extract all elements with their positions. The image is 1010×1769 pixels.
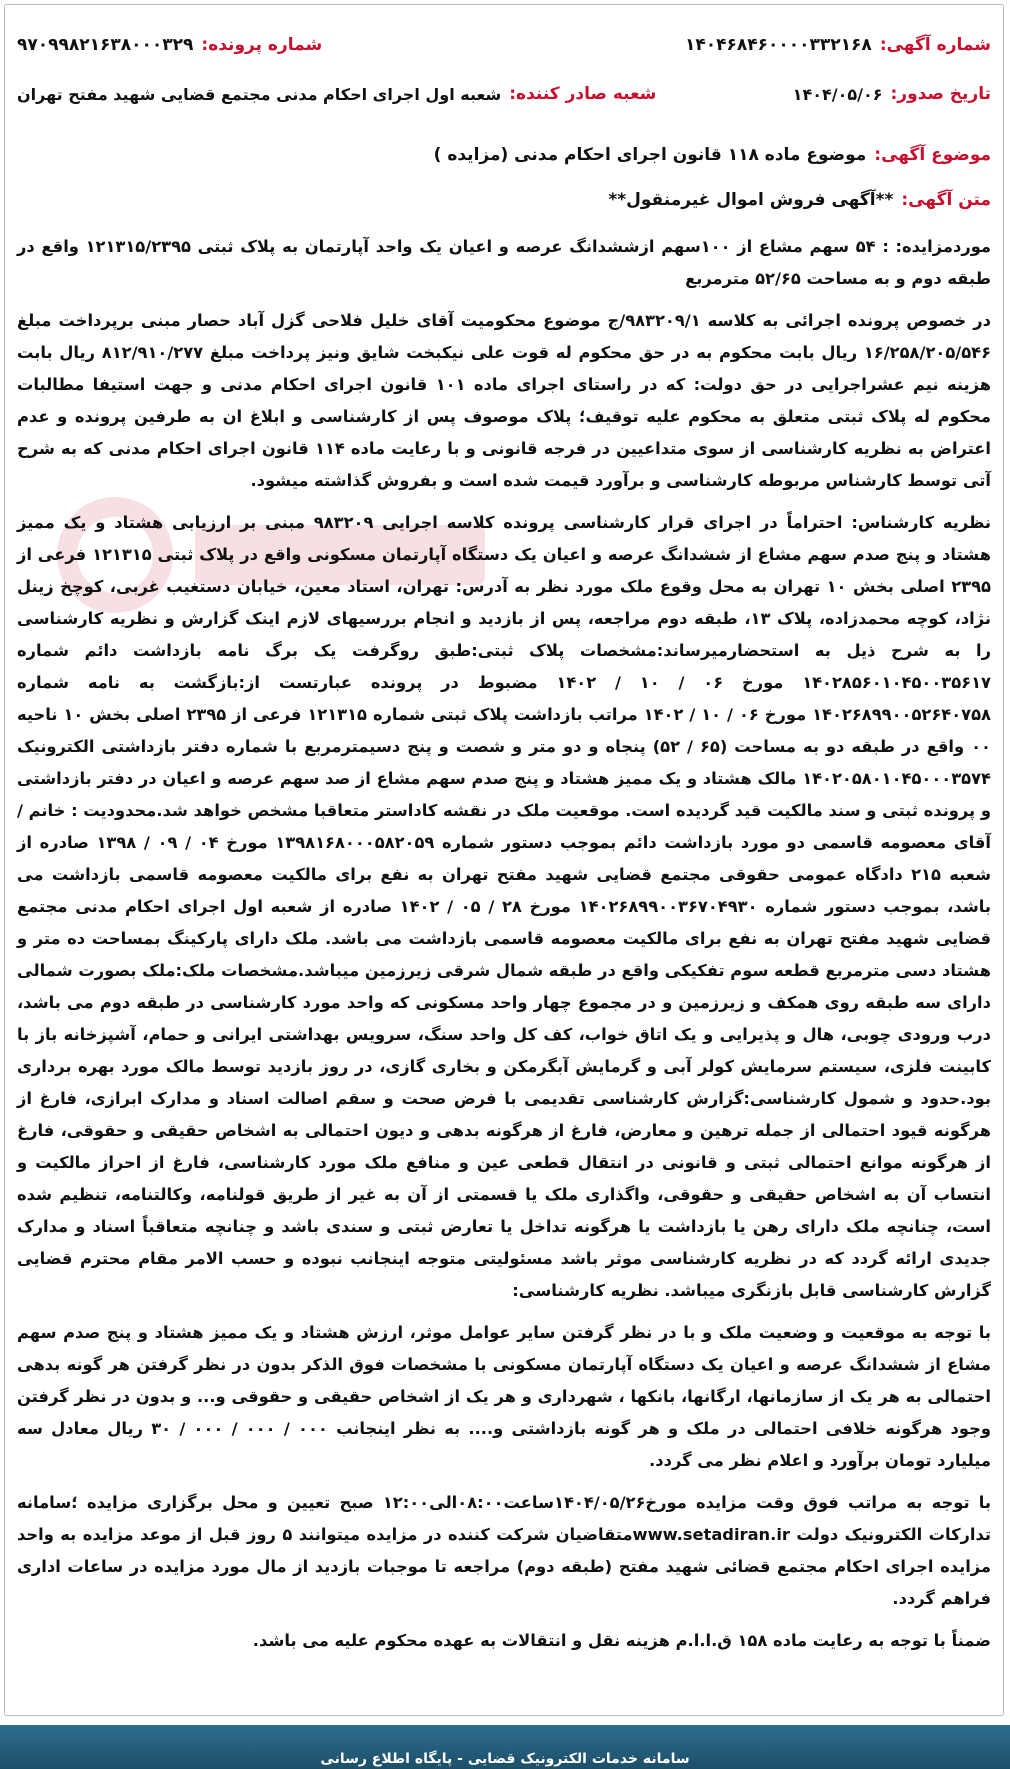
issue-date-value: ۱۴۰۴/۰۵/۰۶ <box>792 84 883 104</box>
ad-text-title <box>608 190 991 210</box>
ad-number-label: شماره آگهی: <box>879 35 991 55</box>
paragraph-expert-opinion: نظریه کارشناس: احتراماً در اجرای قرار کارشناسی پرونده کلاسه اجرایی ۹۸۳۲۰۹ مبنی بر ارزیابی هشتاد و یک ممیز هشتاد و پنج صدم سهم مشاع از ششدانگ عرصه و اعیان یک دستگاه آپارتمان مسکونی واقع در پلاک ثبتی ۱۲۱۳۱۵ فرعی از ۲۳۹۵ اصلی بخش ۱۰ تهران به محل وقوع ملک مورد نظر به آدرس: تهران، استاد معین، خیابان دستغیب غربی، کوچخ زینل نژاد، کوچه محمدزاده، پلاک ۱۳، طبقه دوم مراجعه، پس از بازدید و انجام بررسیهای لازم اینک گزارش و نظریه کارشناسی را به شرح ذیل به استحضارمیرساند:مشخصات پلاک ثبتی:طبق روگرفت یک برگ نامه بازداشت دائم شماره ۱۴۰۲۸۵۶۰۱۰۴۵۰۰۳۵۶۱۷ مورخ ۰۶ / ۱۰ / ۱۴۰۲ مضبوط در پرونده عبارتست از:بازگشت به نامه شماره ۱۴۰۲۶۸۹۹۰۰۵۲۶۴۰۷۵۸ مورخ ۰۶ / ۱۰ / ۱۴۰۲ مراتب بازداشت پلاک ثبتی شماره ۱۲۱۳۱۵ فرعی از ۲۳۹۵ اصلی بخش ۱۰ ناحیه ۰۰ واقع در طبقه دو به مساحت (۶۵ / ۵۲) پنجاه و دو متر و شصت و پنج دسیمترمربع با شماره دفتر بازداشتی الکترونیک ۱۴۰۲۰۵۸۰۱۰۴۵۰۰۰۳۵۷۴ مالک هشتاد و یک ممیز هشتاد و پنج صدم سهم مشاع از صد سهم عرصه و اعیان در دفتر بازداشتی و پرونده ثبتی و سند مالکیت قید گردیده است. موقعیت ملک در نقشه کاداستر متعاقبا مشخص خواهد شد.محدودیت : خانم / آقای معصومه قاسمی دو مورد بازداشت دائم بموجب دستور شماره ۱۳۹۸۱۶۸۰۰۰۵۸۲۰۵۹ مورخ ۰۴ / ۰۹ / ۱۳۹۸ صادره از شعبه ۲۱۵ دادگاه عمومی حقوقی مجتمع قضایی شهید مفتح تهران به نفع برای مالکیت معصومه قاسمی بازداشت می باشد، بموجب دستور شماره ۱۴۰۲۶۸۹۹۰۰۳۶۷۰۴۹۳۰ مورخ ۲۸ / ۰۵ / ۱۴۰۲ صادره از شعبه اول اجرای احکام مدنی مجتمع قضایی شهید مفتح تهران به نفع برای مالکیت معصومه قاسمی بازداشت می باشد. ملک دارای پارکینگ بمساحت ده متر و هشتاد دسی مترمربع قطعه سوم تفکیکی واقع در طبقه شمال شرقی زیرزمین میباشد.مشخصات ملک:ملک بصورت شمالی دارای سه طبقه روی همکف و زیرزمین و در مجموع چهار واحد مسکونی که واحد مورد کارشناسی در طبقه دوم می باشد، درب ورودی چوبی، هال و پذیرایی و یک اتاق خواب، کف کل واحد سنگ، سرویس بهداشتی ایرانی و حمام، آشپزخانه باز با کابینت فلزی، سیستم سرمایش کولر آبی و گرمایش آبگرمکن و بخاری گازی، در روز بازدید توسط مالک مورد بهره برداری بود.حدود و شمول کارشناسی:گزارش کارشناسی تقدیمی با فرض صحت و سقم اصالت اسناد و مدارک ابرازی، فارغ از هرگونه قیود احتمالی از جمله ترهین و معارض، فارغ از هرگونه بدهی و دیون احتمالی به اشخاص حقیقی و حقوقی، فارغ از هرگونه موانع احتمالی ثبتی و قانونی در انتقال قطعی عین و منافع ملک مورد کارشناسی، فارغ از احراز مالکیت و انتساب آن به اشخاص حقیقی و حقوقی، واگذاری ملک یا قسمتی از آن به غیر از طریق قولنامه، وکالتنامه، تنظیم شده است، چنانچه ملک دارای رهن یا بازداشت یا هرگونه تداخل یا تعارض ثبتی و سندی باشد و چنانچه متعاقباً اسناد و مدارک جدیدی ارائه گردد که در نظریه کارشناسی موثر باشد مسئولیتی متوجه اینجانب نبوده و حسب الامر مقام محترم قضایی گزارش کارشناسی قابل بازنگری میباشد. نظریه کارشناسی: <box>17 513 991 1300</box>
site-footer <box>0 1725 1010 1769</box>
subject <box>434 145 991 165</box>
ad-text-value: **آگهی فروش اموال غیرمنقول** <box>608 190 894 210</box>
ad-number-value: ۱۴۰۴۶۸۴۶۰۰۰۰۳۳۲۱۶۸ <box>685 35 872 55</box>
issuing-branch <box>17 84 656 104</box>
header-row-1 <box>17 35 991 55</box>
notice-frame <box>4 4 1004 1716</box>
paragraph-case-summary: در خصوص پرونده اجرائی به کلاسه ۹۸۳۲۰۹/۱/ج موضوع محکومیت آقای خلیل فلاحی گزل آباد حصار مبنی برپرداخت مبلغ ۱۶/۲۵۸/۲۰۵/۵۴۶ ریال بابت محکوم به در حق محکوم له قوت علی نیکبخت شایق ونیز پرداخت مبلغ ۸۱۲/۹۱۰/۲۷۷ ریال بابت هزینه نیم عشراجرایی در حق دولت: که در راستای اجرای ماده ۱۰۱ قانون اجرای احکام مدنی و جهت استیفا مطالبات محکوم له پلاک ثبتی متعلق به محکوم علیه توقیف؛ پلاک موصوف پس از کارشناسی و ابلاغ ان به طرفین پرونده و عدم اعتراض به نظریه کارشناسی از سوی متداعیین در فرجه قانونی و با رعایت ماده ۱۱۴ قانون اجرای احکام مدنی که به شرح آتی توسط کارشناس مربوطه کارشناسی و برآورد قیمت شده است و بفروش گذاشته میشود. <box>17 311 992 490</box>
case-number <box>17 35 322 55</box>
case-number-value: ۹۷۰۹۹۸۲۱۶۳۸۰۰۰۳۲۹ <box>17 35 194 55</box>
issuing-branch-value: شعبه اول اجرای احکام مدنی مجتمع قضایی شهید مفتح تهران <box>17 84 502 104</box>
ad-text-label: متن آگهی: <box>901 190 991 210</box>
case-number-label: شماره پرونده: <box>201 35 323 55</box>
issuing-branch-label: شعبه صادر کننده: <box>509 84 657 104</box>
issue-date <box>793 84 991 104</box>
footer-text: سامانه خدمات الکترونیک قضایی - پایگاه اطلاع رسانی <box>320 1751 690 1767</box>
ad-number <box>685 35 991 55</box>
header-row-2 <box>17 84 991 104</box>
subject-label: موضوع آگهی: <box>874 145 991 165</box>
paragraph-subject-item: موردمزایده: : ۵۴ سهم مشاع از ۱۰۰سهم ازششدانگ عرصه و اعیان یک واحد آپارتمان به پلاک ثبتی ۱۲۱۳۱۵/۲۳۹۵ واقع در طبقه دوم و به مساحت ۵۲/۶۵ مترمربع <box>17 237 991 288</box>
notice-body <box>17 231 991 1663</box>
paragraph-auction-time: با توجه به مراتب فوق وقت مزایده مورخ۱۴۰۴/۰۵/۲۶ساعت۰۸:۰۰الی۱۲:۰۰ صبح تعیین و محل برگزاری مزایده ؛سامانه تدارکات الکترونیک دولت www.setadiran.irمتقاضیان شرکت کننده در مزایده میتوانند ۵ روز قبل از موعد مزایده به واحد مزایده اجرای احکام مجتمع قضائی شهید مفتح (طبقه دوم) مراجعه تا موجبات بازدید از مال مورد مزایده در ساعات اداری فراهم گردد. <box>17 1493 992 1608</box>
subject-value: موضوع ماده ۱۱۸ قانون اجرای احکام مدنی (مزایده ) <box>433 145 867 165</box>
issue-date-label: تاریخ صدور: <box>890 84 991 104</box>
paragraph-valuation: با توجه به موقعیت و وضعیت ملک و با در نظر گرفتن سایر عوامل موثر، ارزش هشتاد و یک ممیز هشتاد و پنج صدم سهم مشاع از ششدانگ عرصه و اعیان یک دستگاه آپارتمان مسکونی با مشخصات فوق الذکر بدون در نظر گرفتن هر گونه بدهی احتمالی به هر یک از سازمانها، ارگانها، بانکها ، شهرداری و هر یک از اشخاص حقیقی و حقوقی و... و بدون در نظر گرفتن وجود هرگونه خلافی احتمالی در ملک و هر گونه بازداشتی و.... به نظر اینجانب ۰۰۰ / ۰۰۰ / ۰۰۰ / ۳۰ ریال معادل سه میلیارد تومان برآورد و اعلام نظر می گردد. <box>17 1323 991 1470</box>
paragraph-transfer-costs: ضمناً با توجه به رعایت ماده ۱۵۸ ق.ا.ا.م هزینه نقل و انتقالات به عهده محکوم علیه می باشد. <box>252 1631 991 1650</box>
